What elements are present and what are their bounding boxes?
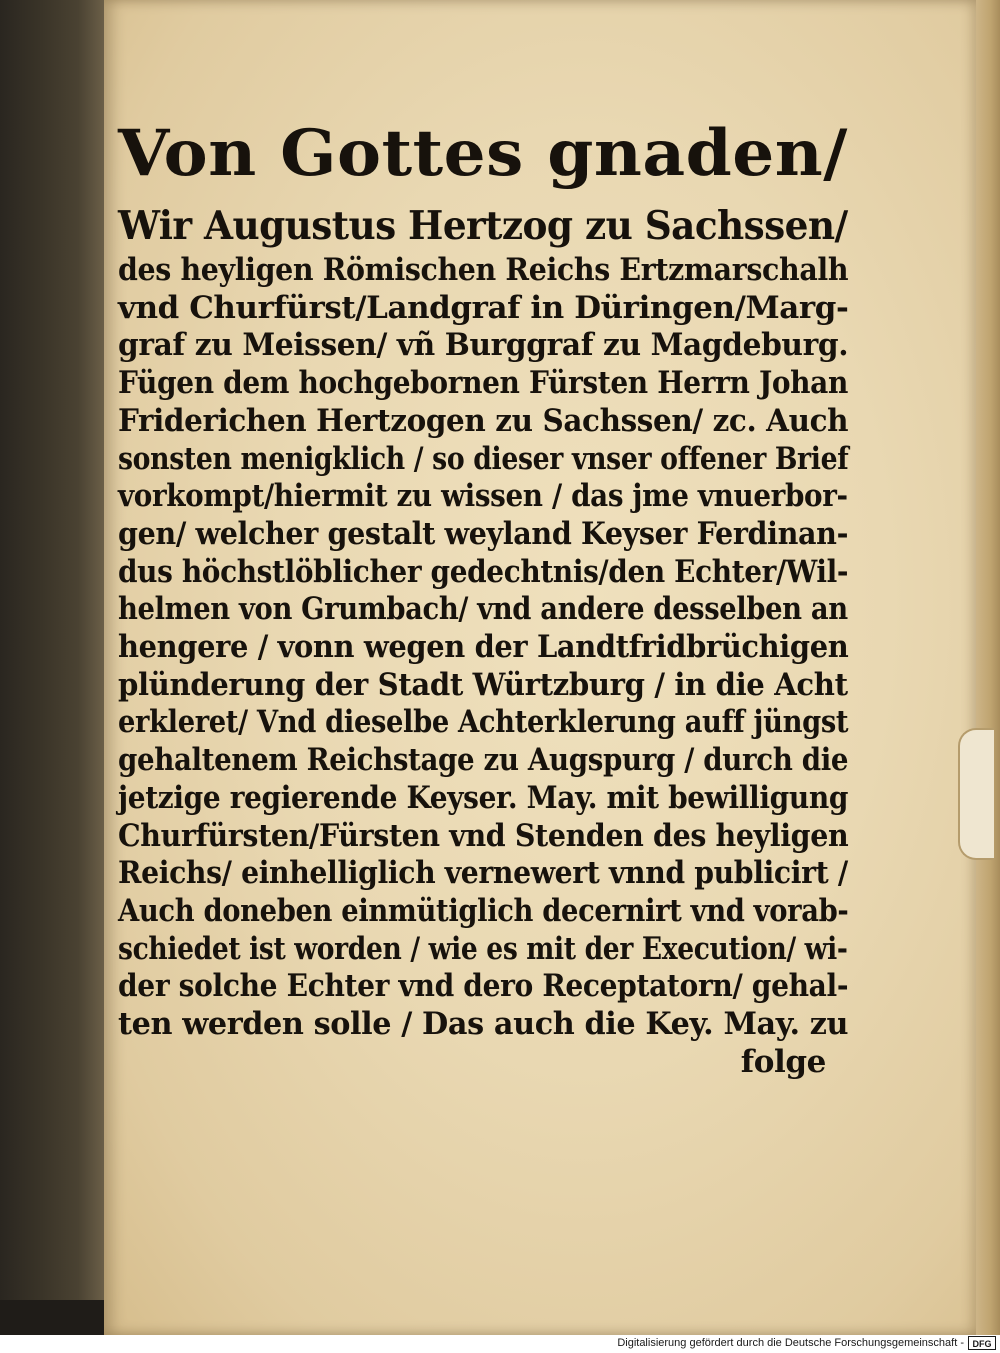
text-line: dus höchstlöblicher gedechtnis/den Echter/Wil- [118, 553, 849, 590]
text-line: Friderichen Hertzogen zu Sachssen/ zc. Auch [118, 402, 849, 439]
text-line: gen/ welcher gestalt weyland Keyser Ferdinan- [118, 515, 849, 552]
text-line: Wir Augustus Hertzog zu Sachssen/ [118, 203, 848, 249]
text-line: erkleret/ Vnd dieselbe Achterklerung auff jüngst [118, 704, 849, 741]
text-line: hengere / vonn wegen der Landtfridbrüchigen [118, 629, 849, 666]
text-line: schiedet ist worden / wie es mit der Execution/ wi- [118, 930, 848, 967]
page-tab-notch [958, 728, 994, 860]
text-line: der solche Echter vnd dero Receptatorn/ gehal- [118, 968, 849, 1005]
text-line: helmen von Grumbach/ vnd andere desselben an [118, 591, 848, 628]
text-line: graf zu Meissen/ vñ Burggraf zu Magdeburg. [118, 327, 849, 364]
page-edge [976, 0, 1000, 1335]
document-heading: Von Gottes gnaden/ [118, 116, 848, 191]
text-line: Fügen dem hochgebornen Fürsten Herrn Johan [118, 365, 848, 402]
text-line: gehaltenem Reichstage zu Augspurg / durch die [118, 742, 849, 779]
footer-credit: Digitalisierung gefördert durch die Deutsche Forschungsgemeinschaft - [617, 1337, 964, 1349]
binding-edge [0, 0, 104, 1335]
document-text [118, 108, 848, 1081]
text-line: jetzige regierende Keyser. May. mit bewilligung [118, 779, 849, 816]
text-line: des heyligen Römischen Reichs Ertzmarschalh [118, 252, 849, 288]
dfg-logo-icon: DFG [968, 1336, 996, 1350]
text-line: sonsten menigklich / so dieser vnser offener Brief [118, 440, 849, 477]
text-line: vnd Churfürst/Landgraf in Düringen/Marg- [118, 289, 849, 326]
text-line: Churfürsten/Fürsten vnd Stenden des heyligen [118, 817, 849, 854]
catchword: folge [740, 1043, 826, 1080]
text-line: Reichs/ einhelliglich vernewert vnnd publicirt / [118, 855, 848, 892]
text-line: Auch doneben einmütiglich decernirt vnd vorab- [118, 892, 849, 929]
text-line: vorkompt/hiermit zu wissen / das jme vnuerbor- [118, 478, 848, 515]
text-line: ten werden solle / Das auch die Key. May. zu [118, 1006, 849, 1043]
text-line: plünderung der Stadt Würtzburg / in die Acht [118, 666, 848, 703]
